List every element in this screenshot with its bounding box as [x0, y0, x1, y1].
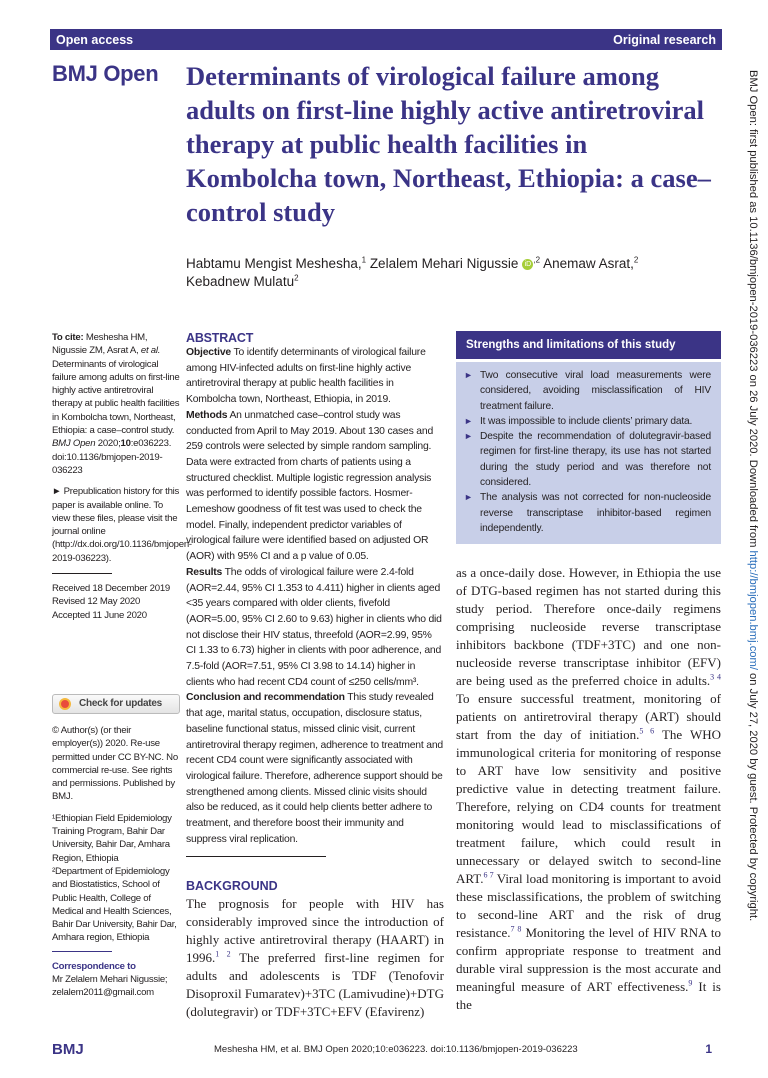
abstract-objective	[186, 345, 444, 408]
affil-sup: 2	[294, 273, 299, 283]
text: as a once-daily dose. However, in Ethiopia the use of DTG-based regimen has not started during this study period. Therefore once-daily regimens comprising nucleoside reverse transcriptase inhibitors backbone (TDF+3TC) and one non-nucleoside reverse transcriptase inhibitor (EFV) are being used as the preferred choice in adults.	[456, 565, 721, 689]
text: The preferred first-line regimen for adults and adolescents is TDF (Tenofovir Disoproxil Fumaratev)+3TC (Lamivudine)+DTG (dolutegravir) or TDF+3TC+EFV (Efavirenz)	[186, 949, 445, 1019]
cite-etal: et al.	[140, 345, 161, 357]
list-item: ► It was impossible to include clients’ primary data.	[464, 414, 711, 429]
check-for-updates-button[interactable]	[52, 694, 180, 714]
cite-doi: :e036223. doi:10.1136/bmjopen-2019-036223	[52, 438, 172, 476]
copyright: © Author(s) (or their employer(s)) 2020. Re-use permitted under CC BY-NC. No commercial re-use. See rights and permissions. Published by BMJ.	[52, 724, 178, 803]
background-heading: BACKGROUND	[186, 878, 278, 893]
section-label: Conclusion and recommendation	[186, 692, 345, 704]
text: The prognosis for people with HIV has considerably improved since the introduction of highly active antiretroviral therapy (HAART) in 1996.	[186, 895, 444, 965]
header-bar	[50, 29, 722, 50]
body-column-right	[456, 564, 721, 1014]
strengths-limitations-box	[456, 331, 721, 544]
background-section	[186, 879, 444, 1021]
abstract-conclusion	[186, 690, 444, 847]
box-heading: Strengths and limitations of this study	[456, 331, 721, 362]
divider	[52, 573, 112, 574]
article-type-label: Original research	[613, 32, 716, 47]
author: Habtamu Mengist Meshesha,	[186, 256, 362, 271]
text: Viral load monitoring is important to avoid these misclassifications, the problem of switching to second-line ART and the risk of drug resistance.	[456, 871, 721, 941]
cite-text: Meshesha HM, Nigussie ZM, Asrat A,	[52, 332, 148, 357]
cite-year: 2020;	[95, 438, 121, 450]
correspondence-email[interactable]: zelalem2011@gmail.com	[52, 987, 154, 999]
reference[interactable]: 5 6	[639, 726, 655, 736]
author: Anemaw Asrat,	[543, 256, 634, 271]
abstract-heading: ABSTRACT	[186, 331, 254, 345]
divider	[52, 951, 112, 952]
cite-text: Determinants of virological failure among adults on first-line highly active antiretroviral therapy at public health facilities in Kombolcha town, Northeast, Ethiopia: a case–control study.	[52, 358, 180, 437]
body-paragraph	[456, 564, 721, 1014]
received-date: Received 18 December 2019	[52, 583, 171, 595]
section-text: To identify determinants of virological failure among HIV-infected adults on first-line highly active antiretroviral therapy at public health facilities in Kombolcha town, Northeast, Ethiopia, in 2019.	[186, 347, 426, 406]
background-paragraph	[186, 895, 444, 1021]
author: Kebadnew Mulatu	[186, 274, 295, 289]
reference[interactable]: 6 7	[483, 870, 494, 880]
cite-label: To cite:	[52, 332, 84, 343]
middle-column	[186, 331, 444, 1021]
affiliation: ²Department of Epidemiology and Biostatistics, School of Public Health, College of Medical and Health Sciences, Bahir Dar University, Bahir Dar, Amhara region, Ethiopia	[52, 865, 177, 944]
open-access-label: Open access	[56, 32, 134, 47]
affil-sup: 2	[633, 255, 639, 265]
bmj-footer-logo: BMJ	[52, 1040, 84, 1058]
accepted-date: Accepted 11 June 2020	[52, 609, 147, 621]
affiliation: ¹Ethiopian Field Epidemiology Training Program, Bahir Dar University, Bahir Dar, Amhara Region, Ethiopia	[52, 812, 172, 864]
abstract	[186, 331, 444, 848]
reference[interactable]: 9	[688, 978, 693, 988]
vertical-text	[747, 70, 759, 921]
vertical-download-notice	[745, 70, 765, 970]
list-item: ► Two consecutive viral load measurements were considered, avoiding misclassification of HIV treatment failure.	[464, 368, 711, 414]
section-text: This study revealed that age, marital status, occupation, disclosure status, baseline functional status, missed clinic visit, current antiretroviral therapy regimen, adherence to treatment and recent CD4 count were significantly associated with virological failure. Therefore, adherence support should be strengthened among clients. Missed clinic visits should also be reduced, as it could help clients better adhere to treatment, and therefore boost their immunity and suppress viral replication.	[186, 692, 443, 845]
check-updates-label: Check for updates	[79, 698, 162, 710]
correspondence-name: Mr Zelalem Mehari Nigussie;	[52, 973, 168, 985]
strengths-list	[456, 362, 721, 536]
text: The WHO immunological criteria for monitoring of response to ART have low sensitivity and positive predictive value in detecting treatment failure. Therefore, relying on CD4 counts for treatment monitoring would lead to misclassifications of treatment failure, which could result in unnecessary or delayed switch to second-line ART.	[456, 727, 721, 887]
correspondence-heading: Correspondence to	[52, 960, 136, 972]
sidebar	[50, 331, 192, 1000]
section-text: An unmatched case–control study was conducted from April to May 2019. About 130 cases and 259 controls were selected by simple random sampling. Data were extracted from charts of patients using a structured checklist. Multiple logistic regression analysis was performed to identify possible factors. Hosmer-Lemeshow goodness of fit test was used to check the model. Finally, independent predictor variables of virological failure were identified based on adjusted OR (AOR) with 95% CI and a p value of 0.05.	[186, 409, 434, 563]
cite-journal: BMJ Open	[52, 438, 96, 450]
text: It is the	[456, 979, 721, 1013]
revised-date: Revised 12 May 2020	[52, 596, 141, 608]
journal-logo: BMJ Open	[52, 61, 159, 86]
orcid-icon[interactable]: iD	[522, 259, 533, 270]
reference[interactable]: 1 2	[215, 949, 231, 959]
author-list	[186, 255, 722, 291]
affil-sup: ,2	[533, 255, 541, 265]
section-label: Methods	[186, 409, 228, 421]
notice-text: on July 27, 2020 by guest. Protected by copyright.	[747, 669, 759, 922]
footer-citation: Meshesha HM, et al. BMJ Open 2020;10:e036223. doi:10.1136/bmjopen-2019-036223	[214, 1043, 578, 1055]
citation	[52, 331, 180, 477]
list-item: ► Despite the recommendation of dolutegravir-based regimen for first-line therapy, its use has not started during the study period and was therefore not considered.	[464, 429, 711, 490]
section-label: Results	[186, 566, 223, 578]
content-columns	[50, 331, 723, 1021]
right-column	[456, 331, 721, 1014]
article-title: Determinants of virological failure among adults on first-line highly active antiretroviral therapy at public health facilities in Kombolcha town, Northeast, Ethiopia: a case–control study	[186, 61, 711, 227]
section-label: Objective	[186, 347, 231, 358]
affil-sup: 1	[361, 255, 367, 265]
notice-text: BMJ Open: first published as 10.1136/bmjopen-2019-036223 on 26 July 2020. Downloaded from	[747, 70, 759, 551]
prepublication-note: ► Prepublication history for this paper is available online. To view these files, please visit the journal online (http://dx.doi.org/10.1136/bmjopen-2019-036223).	[52, 486, 192, 564]
title-row	[50, 59, 723, 291]
title-block	[186, 59, 722, 291]
list-item: ► The analysis was not corrected for non-nucleoside reverse transcriptase inhibitor-based regimen independently.	[464, 490, 711, 536]
text: To ensure successful treatment, monitoring of patients on antiretroviral therapy (ART) should start from the day of initiation.	[456, 691, 721, 743]
cite-volume: 10	[120, 438, 131, 450]
page-number: 1	[705, 1042, 712, 1056]
text: Monitoring the level of HIV RNA to confirm appropriate response to treatment and durable viral suppression is the most accurate and meaningful measure of ART effectiveness.	[456, 925, 721, 995]
abstract-divider	[186, 856, 326, 857]
spacer	[52, 622, 180, 682]
journal-link[interactable]: http://bmjopen.bmj.com/	[747, 550, 759, 670]
page-footer	[50, 1041, 722, 1058]
abstract-methods	[186, 408, 444, 565]
reference[interactable]: 3 4	[710, 672, 721, 682]
page	[50, 0, 723, 1078]
crossmark-icon	[59, 698, 71, 710]
section-text: The odds of virological failure were 2.4-fold (AOR=2.44, 95% CI 1.353 to 4.411) higher in clients aged <35 years compared with older clients, fivefold (AOR=5.00, 95% CI 2.60 to 9.63) higher in clients who did not disclose their HIV status, threefold (AOR=2.99, 95% CI 1.33 to 6.73) higher in clients with poor adherence, and 7.5-fold (AOR=7.51, 95% CI 3.98 to 14.14) higher in clients who had recent CD4 count of ≤250 cells/mm³.	[186, 566, 442, 688]
reference[interactable]: 7 8	[510, 924, 522, 934]
author: Zelalem Mehari Nigussie	[369, 256, 519, 271]
abstract-results	[186, 565, 444, 691]
